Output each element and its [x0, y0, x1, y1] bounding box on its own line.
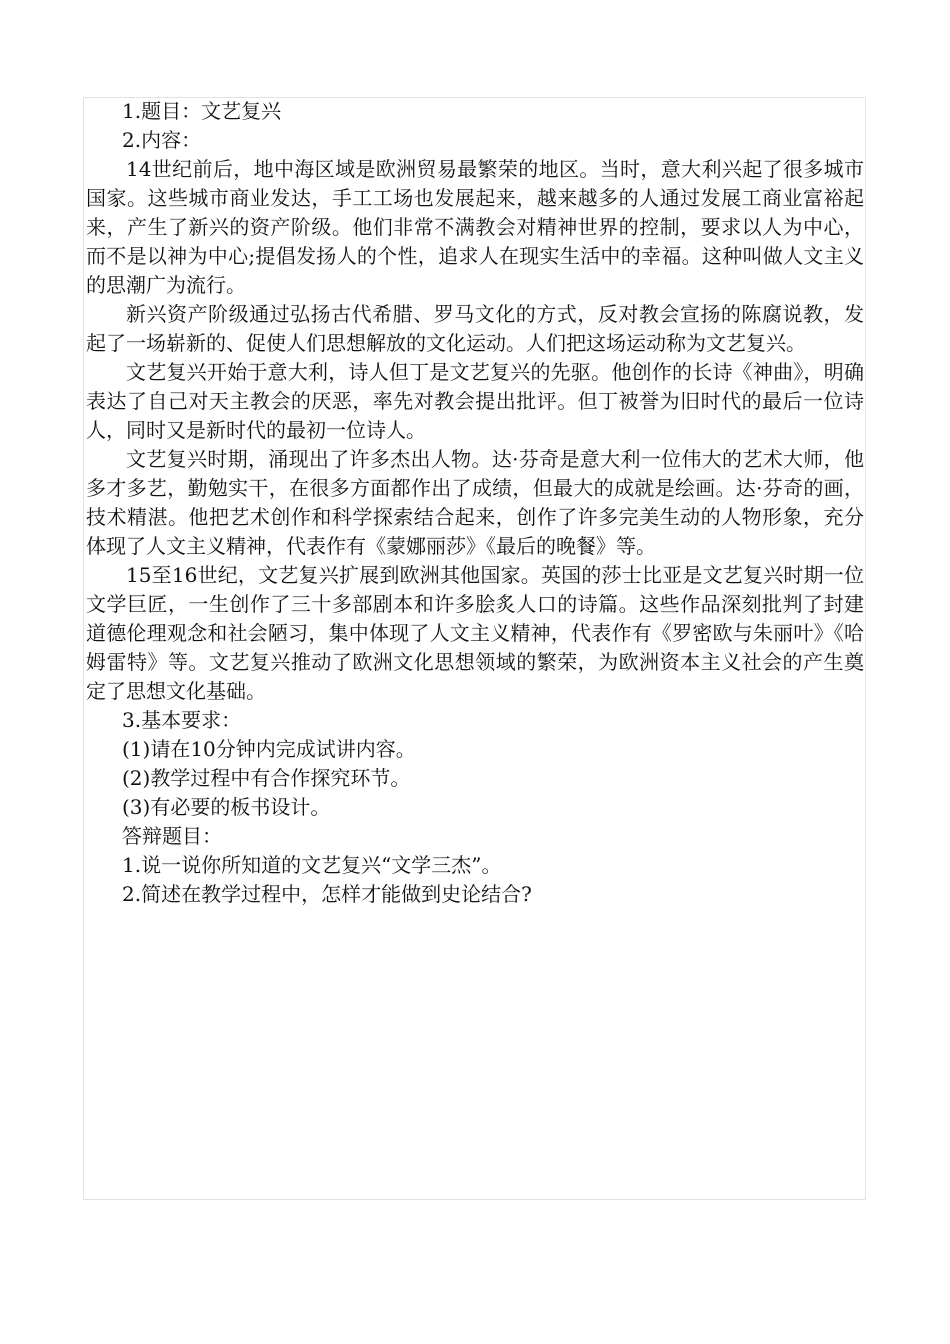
- document-body: [86, 97, 864, 909]
- content-label: 2.内容：: [122, 128, 202, 152]
- requirements-label: 3.基本要求：: [122, 708, 242, 732]
- defense-question: 2.简述在教学过程中，怎样才能做到史论结合?: [122, 882, 532, 906]
- paragraph-1: 14世纪前后，地中海区域是欧洲贸易最繁荣的地区。当时，意大利兴起了很多城市国家。这些城市商业发达，手工工场也发展起来，越来越多的人通过发展工商业富裕起来，产生了新兴的资产阶级。他们非常不满教会对精神世界的控制，要求以人为中心，而不是以神为中心;提倡发扬人的个性，追求人在现实生活中的幸福。这种叫做人文主义的思潮广为流行。: [86, 157, 864, 297]
- paragraph-4: 文艺复兴时期，涌现出了许多杰出人物。达·芬奇是意大利一位伟大的艺术大师，他多才多艺，勤勉实干，在很多方面都作出了成绩，但最大的成就是绘画。达·芬奇的画，技术精湛。他把艺术创作和科学探索结合起来，创作了许多完美生动的人物形象，充分体现了人文主义精神，代表作有《蒙娜丽莎》《最后的晚餐》等。: [86, 447, 864, 558]
- requirement-item: (1)请在10分钟内完成试讲内容。: [122, 737, 416, 761]
- requirement-item: (2)教学过程中有合作探究环节。: [122, 766, 411, 790]
- paragraph-5: 15至16世纪，文艺复兴扩展到欧洲其他国家。英国的莎士比亚是文艺复兴时期一位文学巨匠，一生创作了三十多部剧本和许多脍炙人口的诗篇。这些作品深刻批判了封建道德伦理观念和社会陋习，集中体现了人文主义精神，代表作有《罗密欧与朱丽叶》《哈姆雷特》等。文艺复兴推动了欧洲文化思想领域的繁荣，为欧洲资本主义社会的产生奠定了思想文化基础。: [86, 563, 864, 703]
- title-line: 1.题目：文艺复兴: [122, 99, 282, 123]
- defense-question: 1.说一说你所知道的文艺复兴“文学三杰”。: [122, 853, 502, 877]
- paragraph-2: 新兴资产阶级通过弘扬古代希腊、罗马文化的方式，反对教会宣扬的陈腐说教，发起了一场崭新的、促使人们思想解放的文化运动。人们把这场运动称为文艺复兴。: [86, 302, 864, 355]
- requirement-item: (3)有必要的板书设计。: [122, 795, 331, 819]
- paragraph-3: 文艺复兴开始于意大利，诗人但丁是文艺复兴的先驱。他创作的长诗《神曲》，明确表达了自己对天主教会的厌恶，率先对教会提出批评。但丁被誉为旧时代的最后一位诗人，同时又是新时代的最初一位诗人。: [86, 360, 864, 442]
- defense-label: 答辩题目：: [122, 824, 222, 848]
